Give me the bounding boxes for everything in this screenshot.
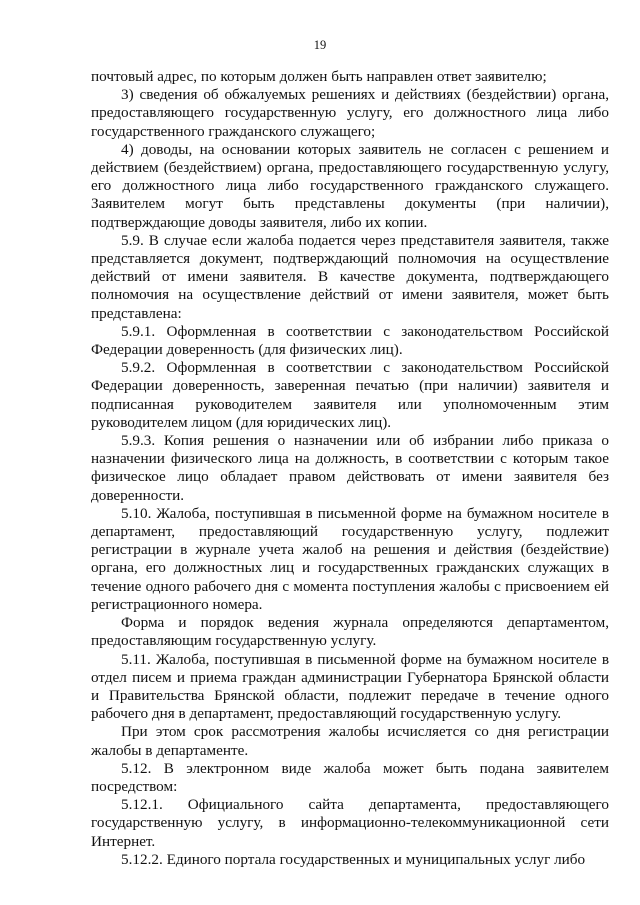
paragraph-5-12-2: 5.12.2. Единого портала государственных и муниципальных услуг либо	[121, 850, 586, 868]
paragraph-5-9-3: 5.9.3. Копия решения о назначении или об избрании либо приказа о назначении физического лица на должность, в соответствии с которым такое физическое лицо обладает правом действовать от имени заявителя без доверенности.	[91, 432, 609, 504]
paragraph-item-4: 4) доводы, на основании которых заявитель не согласен с решением и действием (бездействием) органа, предоставляющего государственную услугу, его должностного лица либо государственного гражданского служащего. Заявителем могут быть представлены документы (при наличии), подтверждающие доводы заявителя, либо их копии.	[91, 140, 609, 231]
paragraph-5-9-2: 5.9.2. Оформленная в соответствии с законодательством Российской Федерации доверенность, заверенная печатью (при наличии) заявителя и подписанная руководителем заявителя или уполномоченным этим руководителем лицом (для юридических лиц).	[91, 359, 609, 431]
paragraph-continuation: почтовый адрес, по которым должен быть направлен ответ заявителю;	[91, 68, 547, 85]
paragraph-5-11: 5.11. Жалоба, поступившая в письменной форме на бумажном носителе в отдел писем и приема граждан администрации Губернатора Брянской области и Правительства Брянской области, подлежит передаче в течение одного рабочего дня в департамент, предоставляющий государственную услугу.	[91, 650, 609, 723]
paragraph-journal-form: Форма и порядок ведения журнала определяются департаментом, предоставляющим государственную услугу.	[91, 614, 609, 650]
paragraph-5-10: 5.10. Жалоба, поступившая в письменной форме на бумажном носителе в департамент, предоставляющий государственную услугу, подлежит регистрации в журнале учета жалоб на решения и действия (бездействие) органа, его должностных лиц и государственных гражданских служащих в течение одного рабочего дня с момента поступления жалобы с присвоением ей регистрационного номера.	[91, 504, 609, 613]
paragraph-review-term: При этом срок рассмотрения жалобы исчисляется со дня регистрации жалобы в департаменте.	[91, 723, 609, 759]
document-body	[91, 68, 609, 869]
paragraph-item-3: 3) сведения об обжалуемых решениях и действиях (бездействии) органа, предоставляющего государственную услугу, его должностного лица либо государственного гражданского служащего;	[91, 86, 609, 140]
paragraph-5-12-1: 5.12.1. Официального сайта департамента, предоставляющего государственную услугу, в информационно-телекоммуникационной сети Интернет.	[91, 796, 609, 850]
paragraph-5-12: 5.12. В электронном виде жалоба может быть подана заявителем посредством:	[91, 759, 609, 795]
paragraph-5-9-1: 5.9.1. Оформленная в соответствии с законодательством Российской Федерации доверенность (для физических лиц).	[91, 322, 609, 359]
page-number: 19	[313, 38, 327, 52]
paragraph-5-9: 5.9. В случае если жалоба подается через представителя заявителя, также представляется документ, подтверждающий полномочия на осуществление действий от имени заявителя. В качестве документа, подтверждающего полномочия на осуществление действий от имени заявителя, может быть представлена:	[91, 231, 609, 322]
